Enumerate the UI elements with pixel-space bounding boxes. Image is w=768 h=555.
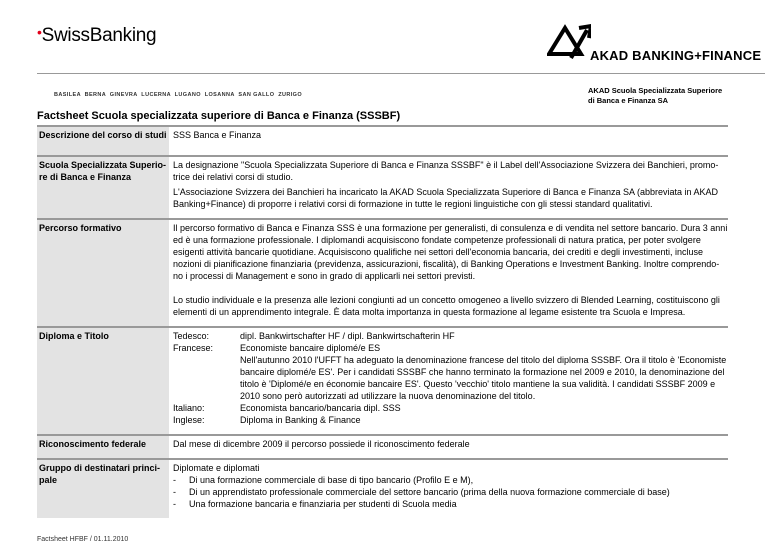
row-text: SSS Banca e Finanza bbox=[173, 130, 262, 140]
row-label: Gruppo di destinatari princi-pale bbox=[37, 460, 169, 518]
row-text: La designazione "Scuola Specializzata Superiore di Banca e Finanza SSSBF" è il Label dell'Associazione Svizzera dei Banchieri, promo-trice dei relativi corsi di studio. bbox=[173, 160, 719, 182]
row-riconoscimento bbox=[37, 434, 728, 458]
row-scuola bbox=[37, 155, 728, 218]
row-label: Scuola Specializzata Superio-re di Banca e Finanza bbox=[37, 157, 169, 218]
row-label: Percorso formativo bbox=[37, 220, 169, 326]
row-descrizione bbox=[37, 125, 728, 155]
title-entry: Tedesco: dipl. Bankwirtschafter HF / dipl. Bankwirtschafterin HF bbox=[173, 331, 455, 341]
header-divider bbox=[37, 73, 765, 74]
row-text: Il percorso formativo di Banca e Finanza SSS è una formazione per generalisti, di consulenza e di vendita nel settore bancario. Dura 3 anni ed è una formazione professionale. I diplomandi acquisiscono fondate competenze professionali di natura pratica, per poter svolgere esigenti attività bancarie quotidiane. Acquisiscono qualifiche nei settori dell'economia bancaria, dei crediti e degli investimenti, incluse nozioni di pianificazione finanziaria (previdenza, assicurazioni, fiscalità), di Banking Operations e Investment Banking. Inoltre comprendo-no i processi di Management e sono in grado di applicarli nei settori previsti. bbox=[173, 223, 728, 281]
page-title: Factsheet Scuola specializzata superiore di Banca e Finanza (SSSBF) bbox=[37, 110, 401, 122]
list-item: - Di una formazione commerciale di base di tipo bancario (Profilo E e M), bbox=[173, 475, 474, 485]
row-diploma bbox=[37, 326, 728, 434]
akad-logo-icon bbox=[547, 22, 591, 62]
row-percorso bbox=[37, 218, 728, 326]
list-item: - Una formazione bancaria e finanziaria per studenti di Scuola media bbox=[173, 499, 457, 509]
row-text: Lo studio individuale e la presenza alle lezioni congiunti ad un concetto omogeneo a livello svizzero di Blended Learning, costituiscono gli elementi di un apprendimento integrale. È data molta importanza in questa formazione al legame esistente tra Scuola e Impresa. bbox=[173, 295, 720, 317]
row-label: Diploma e Titolo bbox=[37, 328, 169, 434]
title-note: Nell'autunno 2010 l'UFFT ha adeguato la denominazione francese del titolo del diploma SSSBF. Ora il titolo è 'Economiste bancaire diplomé/e ES'. Per i candidati SSSBF che hanno terminato la formazione nel 2009 e 2010, la denominazione del titolo è 'Diplomé/e en économie bancaire ES'. Questo 'vecchio' titolo mantiene la sua validità. I candidati SSSBF 2009 e 2010 sono però autorizzati ad utilizzare la nuova denominazione del titolo. bbox=[240, 355, 727, 401]
list-item: - Di un apprendistato professionale commerciale del settore bancario (prima della nuova formazione commerciale di base) bbox=[173, 487, 670, 497]
swissbanking-logo: •SwissBanking bbox=[37, 24, 157, 46]
brand-left: SwissBanking bbox=[41, 25, 157, 46]
brand-right: AKAD BANKING+FINANCE bbox=[590, 48, 762, 63]
factsheet-table bbox=[37, 125, 728, 518]
title-entry: Italiano: Economista bancario/bancaria dipl. SSS bbox=[173, 403, 401, 413]
cities-list: BASILEA BERNA GINEVRA LUCERNA LUGANO LOSANNA SAN GALLO ZURIGO bbox=[54, 92, 303, 98]
row-label: Riconoscimento federale bbox=[37, 436, 169, 458]
row-text: Dal mese di dicembre 2009 il percorso possiede il riconoscimento federale bbox=[173, 439, 470, 449]
row-label: Descrizione del corso di studi bbox=[37, 127, 169, 155]
title-entry: Inglese: Diploma in Banking & Finance bbox=[173, 415, 361, 425]
title-entry: Francese: Economiste bancaire diplomé/e ES bbox=[173, 343, 381, 353]
row-text: Diplomate e diplomati bbox=[173, 463, 260, 473]
row-text: L'Associazione Svizzera dei Banchieri ha incaricato la AKAD Scuola Specializzata Superiore di Banca e Finanza SA (abbreviata in AKAD Banking+Finance) di proporre i relativi corsi di formazione in tutte le regioni linguistiche con gli stessi standard qualitativi. bbox=[173, 187, 719, 209]
brand-right-subtitle: AKAD Scuola Specializzata Superiore di Banca e Finanza SA bbox=[588, 86, 723, 105]
row-gruppo bbox=[37, 458, 728, 518]
footer-text: Factsheet HFBF / 01.11.2010 bbox=[37, 536, 129, 543]
